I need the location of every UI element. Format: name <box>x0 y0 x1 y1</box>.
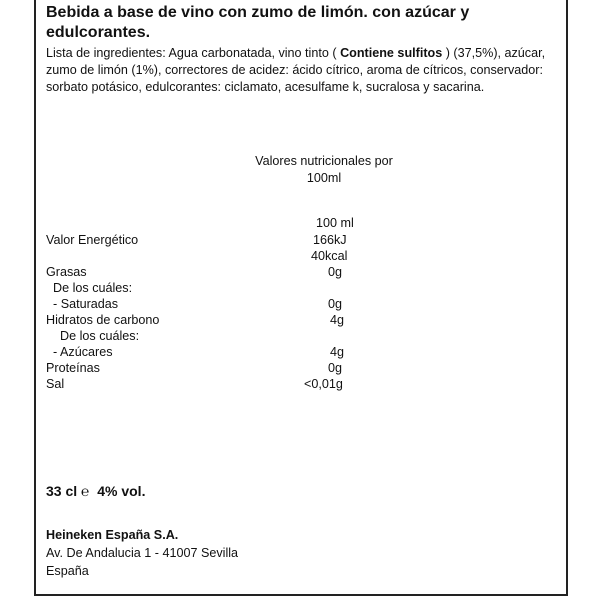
nutrient-label-saturated: - Saturadas <box>46 297 119 311</box>
nutrient-label-carbs: Hidratos de carbono <box>46 313 160 327</box>
nutrient-value-salt: <0,01g <box>304 377 343 391</box>
volume-line <box>46 483 145 499</box>
nutrient-value-saturated: 0g <box>328 297 343 311</box>
nutrient-value-energy-kj: 166kJ <box>313 233 347 247</box>
nutrient-value-fat: 0g <box>328 265 343 279</box>
ingredients-text <box>46 45 558 96</box>
nutrient-label-sugars: - Azúcares <box>46 345 113 359</box>
ingredients-post: ) (37,5%), azúcar, zumo de limón (1%), correctores de acidez: ácido cítrico, aroma de cítricos, conservador: sorbato potásico, edulcorantes: ciclamato, acesulfame k, sucralosa y sacarina. <box>46 46 546 94</box>
company-address: Av. De Andalucia 1 - 41007 Sevilla <box>46 546 239 560</box>
nutrient-label-protein: Proteínas <box>46 361 100 375</box>
nutrition-column-header: 100 ml <box>316 216 354 230</box>
nutrition-header: Valores nutricionales por 100ml <box>255 154 393 185</box>
nutrient-value-protein: 0g <box>328 361 343 375</box>
nutrient-label-salt: Sal <box>46 377 65 391</box>
nutrient-label-energy: Valor Energético <box>46 233 139 247</box>
volume-size: 33 cl <box>46 483 78 499</box>
nutrient-value-carbs: 4g <box>330 313 345 327</box>
alcohol-content: 4% vol. <box>97 483 146 499</box>
nutrient-label-fat: Grasas <box>46 265 87 279</box>
allergen-warning: Contiene sulfitos <box>340 46 443 60</box>
nutrient-value-energy-kcal: 40kcal <box>311 249 348 263</box>
nutrient-label-carbs-of-which: De los cuáles: <box>46 329 140 343</box>
ingredients-pre: Lista de ingredientes: Agua carbonatada, vino tinto ( <box>46 46 337 60</box>
estimated-sign-icon: ℮ <box>81 483 90 499</box>
product-title: Bebida a base de vino con zumo de limón. con azúcar y edulcorantes. <box>46 4 470 41</box>
company-name: Heineken España S.A. <box>46 528 179 542</box>
nutrient-value-sugars: 4g <box>330 345 345 359</box>
nutrient-label-fat-of-which: De los cuáles: <box>46 281 133 295</box>
company-country: España <box>46 564 89 578</box>
